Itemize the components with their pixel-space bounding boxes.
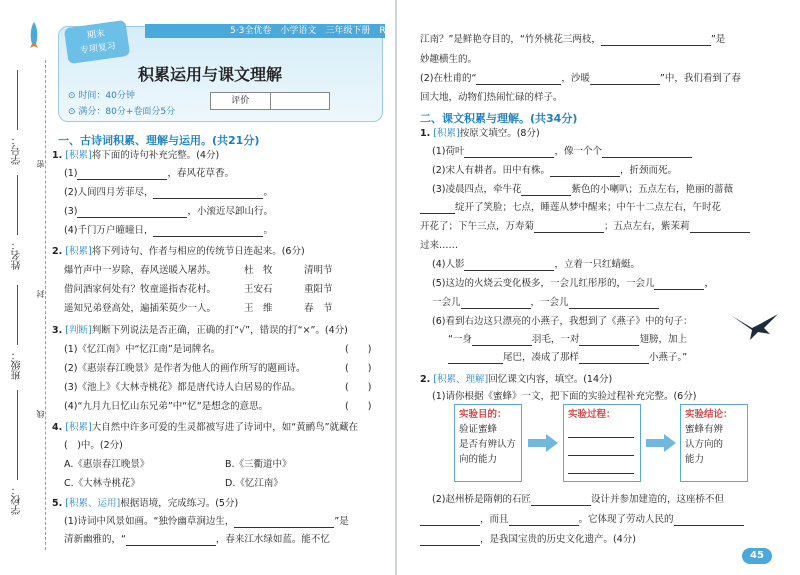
- rating-label: 评价: [211, 93, 271, 109]
- q4-stem-2: ( )中。(2分): [64, 440, 123, 451]
- r2-item-2b: ，而且 。它体现了劳动人民的: [420, 514, 744, 526]
- school-line: [17, 390, 18, 480]
- page-title: 积累运用与课文理解: [138, 65, 283, 84]
- seal-mark-1: 密: [36, 160, 45, 168]
- q5-item-1b: 清新幽雅的，“ ，春来江水绿如蓝。能不忆: [64, 534, 330, 545]
- blank[interactable]: [464, 261, 554, 271]
- blank[interactable]: [472, 336, 532, 346]
- q2-row-1: 爆竹声中一岁除，春风送暖入屠苏。 杜 牧 清明节: [64, 265, 333, 276]
- q2-stem: 2. [积累]将下列诗句、作者与相应的传统节日连起来。(6分): [52, 246, 305, 257]
- r1-item-3d: 过来……: [420, 240, 459, 251]
- r1-item-3c: 开花了；下午三点，万寿菊 ；五点左右，紫茉莉: [420, 221, 750, 233]
- q3-answer-2[interactable]: ( ): [345, 363, 372, 374]
- section-2-heading: 二、课文积累与理解。(共34分): [420, 112, 578, 125]
- blank[interactable]: [568, 446, 634, 456]
- q5-cont-2: 妙趣横生的。: [420, 54, 478, 65]
- q5-cont-1: 江南？”是鲜艳夺目的，“竹外桃花三两枝， ”是: [420, 34, 726, 45]
- page-number: 45: [742, 548, 772, 564]
- q3-answer-3[interactable]: ( ): [345, 382, 372, 393]
- q1-item-1: (1) ，春风花草香。: [64, 168, 234, 179]
- blank[interactable]: [420, 536, 480, 546]
- series-bar: 5·3全优卷 小学语文 三年级下册 RJ: [145, 24, 385, 38]
- rocket-icon: [26, 20, 42, 50]
- badge-line-2: 专项复习: [79, 41, 117, 57]
- blank[interactable]: [590, 75, 660, 85]
- r2-item-2c: ，是我国宝贵的历史文化遗产。(4分): [420, 534, 636, 546]
- q2-row-3: 遥知兄弟登高处，遍插茱萸少一人。 王 维 春 节: [64, 303, 333, 314]
- blank[interactable]: [153, 189, 263, 199]
- r2-item-2a: (2)赵州桥是隋朝的石匠 设计并参加建造的，这座桥不但: [432, 494, 724, 505]
- blank[interactable]: [448, 354, 503, 364]
- box-conclusion: 实验结论： 蜜蜂有辨 认方向的 能力: [680, 404, 748, 482]
- box-purpose: 实验目的： 验证蜜蜂 是否有辨认方 向的能力: [454, 404, 522, 482]
- badge-line-1: 期末: [86, 28, 106, 42]
- q4-option-b[interactable]: B.《三衢道中》: [225, 459, 292, 470]
- r1-item-5a: (5)这边的火烧云变化极多，一会儿红彤彤的，一会儿 ，: [432, 278, 714, 289]
- q4-option-a[interactable]: A.《惠崇春江晚景》: [64, 459, 150, 470]
- q4-option-d[interactable]: D.《忆江南》: [225, 478, 283, 489]
- blank[interactable]: [579, 354, 649, 364]
- blank[interactable]: [464, 148, 554, 158]
- blank[interactable]: [420, 516, 480, 526]
- blank[interactable]: [126, 536, 216, 546]
- r2-stem: 2. [积累、理解]回忆课文内容，填空。(14分): [420, 374, 613, 385]
- seal-mark-3: 线: [36, 410, 45, 418]
- q1-item-4: (4)千门万户曈曈日， 。: [64, 225, 273, 236]
- blank[interactable]: [690, 223, 750, 233]
- r1-item-1: (1)荷叶 ，像一个个: [432, 146, 692, 158]
- id-label: 学号：: [12, 135, 23, 165]
- time-info: ⊙ 时间：40分钟: [68, 91, 135, 101]
- q3-item-1: (1)《忆江南》中“忆江南”是词牌名。: [64, 344, 221, 355]
- q4-option-c[interactable]: C.《大林寺桃花》: [64, 478, 141, 489]
- seal-mark-2: 封: [36, 290, 45, 298]
- r1-stem: 1. [积累]按原文填空。(8分): [420, 128, 540, 139]
- q3-item-2: (2)《惠崇春江晚景》是作者为他人的画作所写的题画诗。: [64, 363, 306, 374]
- q1-item-2: (2)人间四月芳菲尽， 。: [64, 187, 273, 198]
- blank[interactable]: [568, 464, 634, 474]
- blank[interactable]: [476, 75, 561, 85]
- q3-answer-4[interactable]: ( ): [345, 401, 372, 412]
- blank[interactable]: [521, 186, 571, 196]
- q1-stem: 1. [积累]将下面的诗句补充完整。(4分): [52, 150, 220, 161]
- blank[interactable]: [77, 208, 187, 218]
- id-line: [17, 70, 18, 130]
- rating-box: [210, 92, 330, 110]
- r2-item-1: (1)请你根据《蜜蜂》一文，把下面的实验过程补充完整。(6分): [432, 391, 697, 402]
- blank[interactable]: [569, 299, 659, 309]
- arrow-right-icon: [528, 434, 558, 452]
- q5-stem: 5. [积累、运用]根据语境，完成练习。(5分): [52, 498, 239, 509]
- page-divider: [395, 0, 397, 575]
- r1-item-3b: 绽开了笑脸；七点，睡莲从梦中醒来；中午十二点左右，午时花: [420, 202, 721, 214]
- q3-item-3: (3)《池上》《大林寺桃花》都是唐代诗人白居易的作品。: [64, 382, 301, 393]
- r1-item-5b: 一会儿 ，一会儿: [432, 297, 659, 309]
- class-label: 班级：: [12, 350, 23, 380]
- blank[interactable]: [153, 227, 263, 237]
- q5-item-2b: 回大地，动物们热闹忙碌的样子。: [420, 92, 563, 103]
- blank[interactable]: [77, 170, 167, 180]
- q4-stem: 4. [积累]大自然中许多可爱的生灵都被写进了诗词中，如“黄鹂鸟”就藏在: [52, 422, 359, 433]
- rating-cell[interactable]: [271, 93, 330, 109]
- r1-item-2: (2)宋人有耕者。田中有株。 ，折颈而死。: [432, 165, 677, 176]
- box-process: 实验过程：: [563, 404, 641, 482]
- school-label: 学校：: [12, 485, 23, 515]
- binding-strip: [0, 0, 48, 575]
- r1-item-6a: (6)看到右边这只漂亮的小燕子，我想到了《燕子》中的句子：: [432, 316, 693, 327]
- q2-row-2: 借问酒家何处有？牧童遥指杏花村。 王安石 重阳节: [64, 284, 333, 295]
- q1-item-3: (3) ，小滚近尽卸山行。: [64, 206, 273, 217]
- blank[interactable]: [601, 36, 711, 46]
- blank[interactable]: [654, 280, 704, 290]
- q3-stem: 3. [判断]判断下列说法是否正确，正确的打“√”，错误的打“×”。(4分): [52, 325, 348, 336]
- q3-item-4: (4)“九月九日忆山东兄弟”中“忆”是想念的意思。: [64, 401, 269, 412]
- blank[interactable]: [674, 516, 744, 526]
- r1-item-6c: 尾巴，凑成了那样 小燕子。”: [448, 352, 687, 364]
- score-info: ⊙ 满分：80分+卷面分5分: [68, 107, 176, 117]
- blank[interactable]: [420, 204, 455, 214]
- section-1-heading: 一、古诗词积累、理解与运用。(共21分): [58, 134, 260, 147]
- blank[interactable]: [534, 223, 604, 233]
- q3-answer-1[interactable]: ( ): [345, 344, 372, 355]
- blank[interactable]: [602, 148, 692, 158]
- blank[interactable]: [234, 518, 334, 528]
- clock-icon: ⊙: [68, 91, 79, 101]
- r1-item-4: (4)人影 ，立着一只红蜻蜓。: [432, 259, 640, 270]
- r1-item-3a: (3)凌晨四点，牵牛花 紫色的小喇叭；五点左右，艳丽的蔷薇: [432, 184, 733, 195]
- name-label: 姓名：: [12, 240, 23, 270]
- r1-item-6b: “一身 羽毛，一对 翅膀，加上: [448, 334, 687, 345]
- q5-item-1: (1)诗词中风景如画。“独怜幽草涧边生， ”是: [64, 516, 349, 527]
- blank[interactable]: [568, 428, 634, 438]
- blank[interactable]: [531, 496, 591, 506]
- q5-item-2: (2)在杜甫的“ ，沙暖 ”中，我们看到了春: [420, 73, 741, 84]
- swallow-image: [730, 312, 780, 342]
- check-icon: ⊙: [68, 107, 79, 117]
- blank[interactable]: [579, 336, 639, 346]
- blank[interactable]: [550, 167, 620, 177]
- class-line: [17, 285, 18, 345]
- blank[interactable]: [509, 516, 579, 526]
- arrow-right-icon: [646, 434, 676, 452]
- blank[interactable]: [461, 299, 531, 309]
- name-line: [17, 175, 18, 235]
- cut-line: [45, 60, 46, 550]
